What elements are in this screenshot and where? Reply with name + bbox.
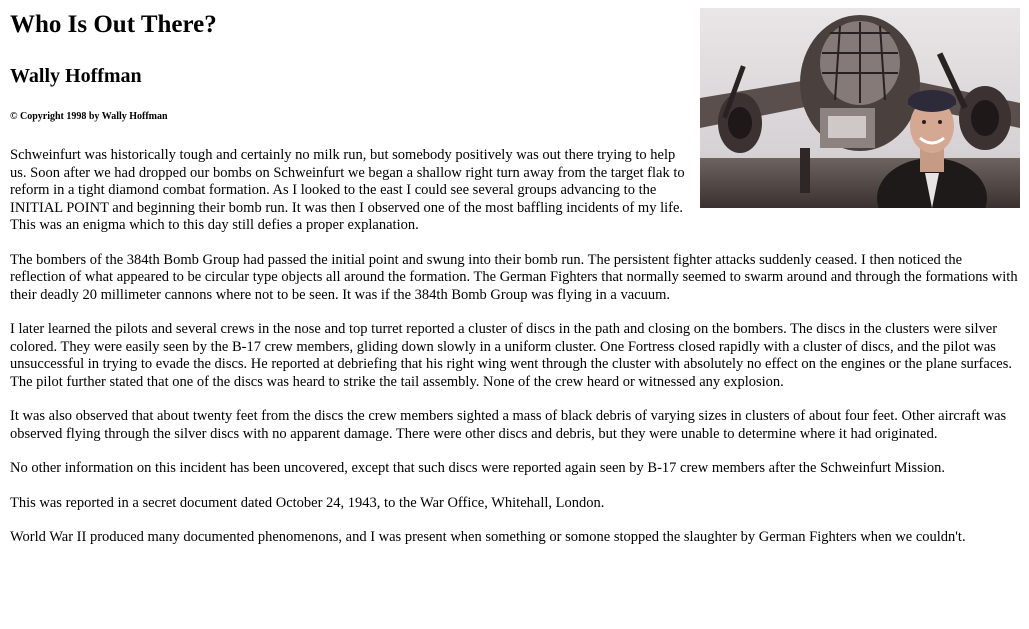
paragraph: World War II produced many documented phenomenons, and I was present when something or somone stopped the slaughter by German Fighters when we couldn't. xyxy=(10,529,966,545)
b17-bomber-photo-icon xyxy=(700,8,1020,208)
paragraph: Schweinfurt was historically tough and certainly no milk run, but somebody positively was out there trying to help us. Soon after we had dropped our bombs on Schweinfurt we began a shallow right turn away from the target flak to reform in a tight diamond combat formation. As I looked to the east I could see several groups advancing to the INITIAL POINT and beginning their bomb run. It was then I observed one of the most baffling incidents of my life. This was an enigma which to this day still defies a proper explanation. xyxy=(10,147,685,233)
paragraph: It was also observed that about twenty feet from the discs the crew members sighted a mass of black debris of varying sizes in clusters of about four feet. Other aircraft was observed flying through the silver discs with no apparent damage. There were other discs and debris, but they were unable to determine where it had originated. xyxy=(10,408,1007,442)
author-heading: Wally Hoffman xyxy=(10,65,142,87)
paragraph: I later learned the pilots and several crews in the nose and top turret reported a cluster of discs in the path and closing on the bombers. The discs in the clusters were silver colored. They were easily seen by the B-17 crew members, gliding down slowly in a uniform cluster. One Fortress closed rapidly with a cluster of discs, and the pilot was unsuccessful in trying to evade the discs. He reported at debriefing that his right wing went through the cluster with absolutely no effect on the engines or the plane surfaces. The pilot further stated that one of the discs was heard to strike the tail assembly. None of the crew heard or witnessed any explosion. xyxy=(10,321,1012,390)
paragraph: No other information on this incident has been uncovered, except that such discs were reported again seen by B-17 crew members after the Schweinfurt Mission. xyxy=(10,460,945,476)
copyright-notice: © Copyright 1998 by Wally Hoffman xyxy=(10,111,168,122)
paragraph: The bombers of the 384th Bomb Group had passed the initial point and swung into their bomb run. The persistent fighter attacks suddenly ceased. I then noticed the reflection of what appeared to be circular type objects all around the formation. The German Fighters that normally seemed to swarm around and through the formations with their deadly 20 millimeter cannons where not to be seen. It was if the 384th Bomb Group was flying in a vacuum. xyxy=(10,251,1018,303)
paragraph: This was reported in a secret document dated October 24, 1943, to the War Office, Whitehall, London. xyxy=(10,494,605,511)
page-title: Who Is Out There? xyxy=(10,11,217,38)
article xyxy=(10,0,1020,547)
